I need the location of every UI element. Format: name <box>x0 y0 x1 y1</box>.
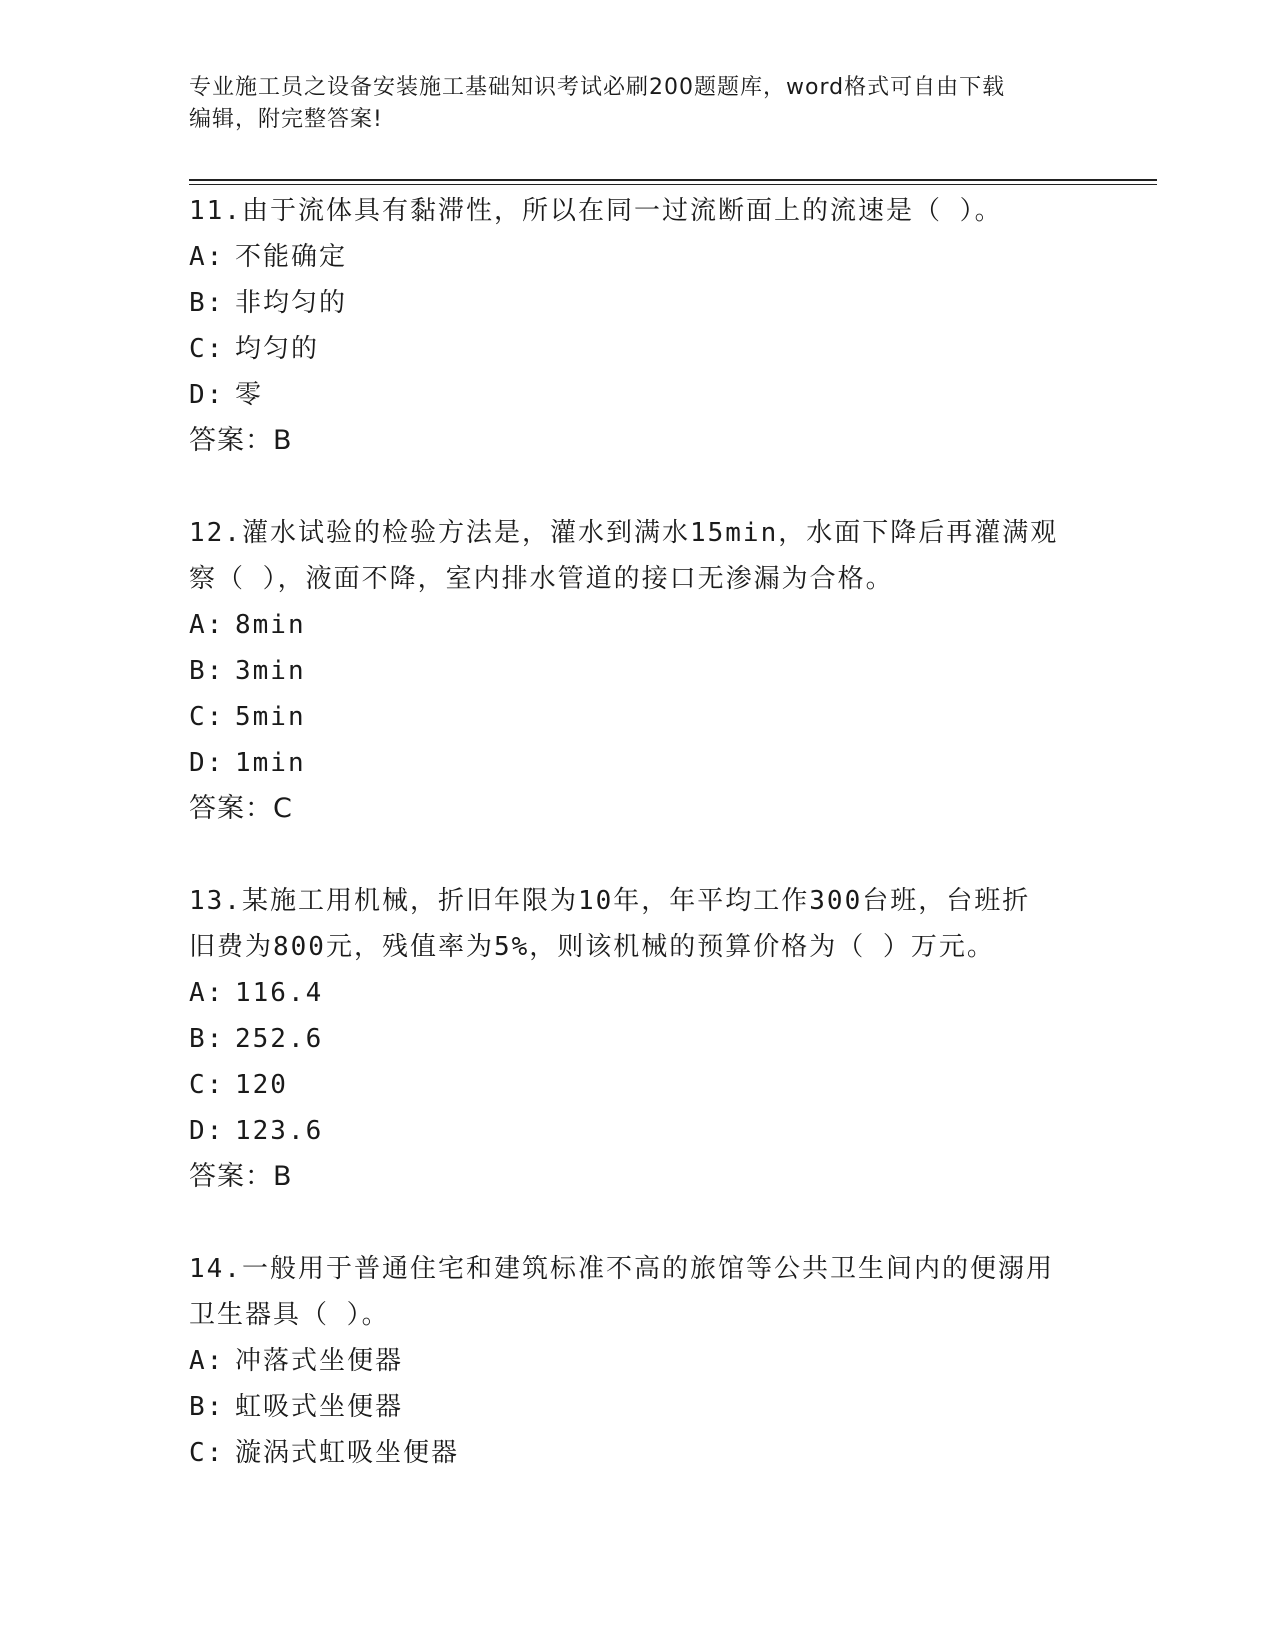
option-text: 均匀的 <box>235 334 320 364</box>
option-text: 非均匀的 <box>235 288 348 318</box>
answer-key: 答案：C <box>189 793 293 824</box>
option-letter: C: <box>189 1438 225 1468</box>
option-text: 116.4 <box>235 978 324 1008</box>
option-text: 虹吸式坐便器 <box>235 1392 404 1422</box>
answer-option <box>189 234 1089 280</box>
option-text: 252.6 <box>235 1024 324 1054</box>
option-text: 3min <box>235 656 306 686</box>
answer-key: 答案：B <box>189 425 293 456</box>
question-text: 14.一般用于普通住宅和建筑标准不高的旅馆等公共卫生间内的便溺用 <box>189 1254 1054 1284</box>
option-text: 漩涡式虹吸坐便器 <box>235 1438 460 1468</box>
question-text: 卫生器具（ ）。 <box>189 1300 390 1330</box>
option-letter: B: <box>189 1392 225 1422</box>
question-text: 12.灌水试验的检验方法是，灌水到满水15min，水面下降后再灌满观 <box>189 518 1059 548</box>
answer-option <box>189 694 1089 740</box>
option-letter: C: <box>189 1070 225 1100</box>
option-text: 冲落式坐便器 <box>235 1346 404 1376</box>
option-text: 零 <box>235 380 264 410</box>
answer-option <box>189 970 1089 1016</box>
option-letter: B: <box>189 288 225 318</box>
option-letter: A: <box>189 610 225 640</box>
option-letter: D: <box>189 748 225 778</box>
question-block <box>189 188 1089 464</box>
answer-option <box>189 602 1089 648</box>
question-text: 察（ ），液面不降，室内排水管道的接口无渗漏为合格。 <box>189 564 894 594</box>
question-block <box>189 878 1089 1200</box>
option-letter: B: <box>189 656 225 686</box>
answer-option <box>189 1338 1089 1384</box>
option-text: 5min <box>235 702 306 732</box>
document-header <box>189 72 1089 136</box>
header-line-2: 编辑，附完整答案! <box>189 107 383 132</box>
option-text: 1min <box>235 748 306 778</box>
option-text: 120 <box>235 1070 288 1100</box>
answer-key: 答案：B <box>189 1161 293 1192</box>
option-letter: A: <box>189 1346 225 1376</box>
option-letter: C: <box>189 334 225 364</box>
question-text: 旧费为800元，残值率为5%，则该机械的预算价格为（ ）万元。 <box>189 932 995 962</box>
answer-option <box>189 1430 1089 1476</box>
answer-option <box>189 1062 1089 1108</box>
option-letter: B: <box>189 1024 225 1054</box>
answer-option <box>189 740 1089 786</box>
answer-option <box>189 1016 1089 1062</box>
option-letter: D: <box>189 1116 225 1146</box>
header-line-1: 专业施工员之设备安装施工基础知识考试必刷200题题库，word格式可自由下载 <box>189 75 1006 100</box>
question-block <box>189 1246 1089 1476</box>
option-letter: A: <box>189 242 225 272</box>
option-letter: A: <box>189 978 225 1008</box>
question-text: 13.某施工用机械，折旧年限为10年，年平均工作300台班，台班折 <box>189 886 1031 916</box>
option-letter: D: <box>189 380 225 410</box>
answer-option <box>189 372 1089 418</box>
option-letter: C: <box>189 702 225 732</box>
option-text: 123.6 <box>235 1116 324 1146</box>
question-block <box>189 510 1089 832</box>
answer-option <box>189 1384 1089 1430</box>
answer-option <box>189 326 1089 372</box>
question-text: 11.由于流体具有黏滞性，所以在同一过流断面上的流速是（ ）。 <box>189 196 1003 226</box>
header-divider <box>189 179 1157 181</box>
answer-option <box>189 1108 1089 1154</box>
answer-option <box>189 280 1089 326</box>
option-text: 8min <box>235 610 306 640</box>
header-divider-thin <box>189 184 1157 185</box>
option-text: 不能确定 <box>235 242 348 272</box>
answer-option <box>189 648 1089 694</box>
question-list <box>189 188 1089 1522</box>
